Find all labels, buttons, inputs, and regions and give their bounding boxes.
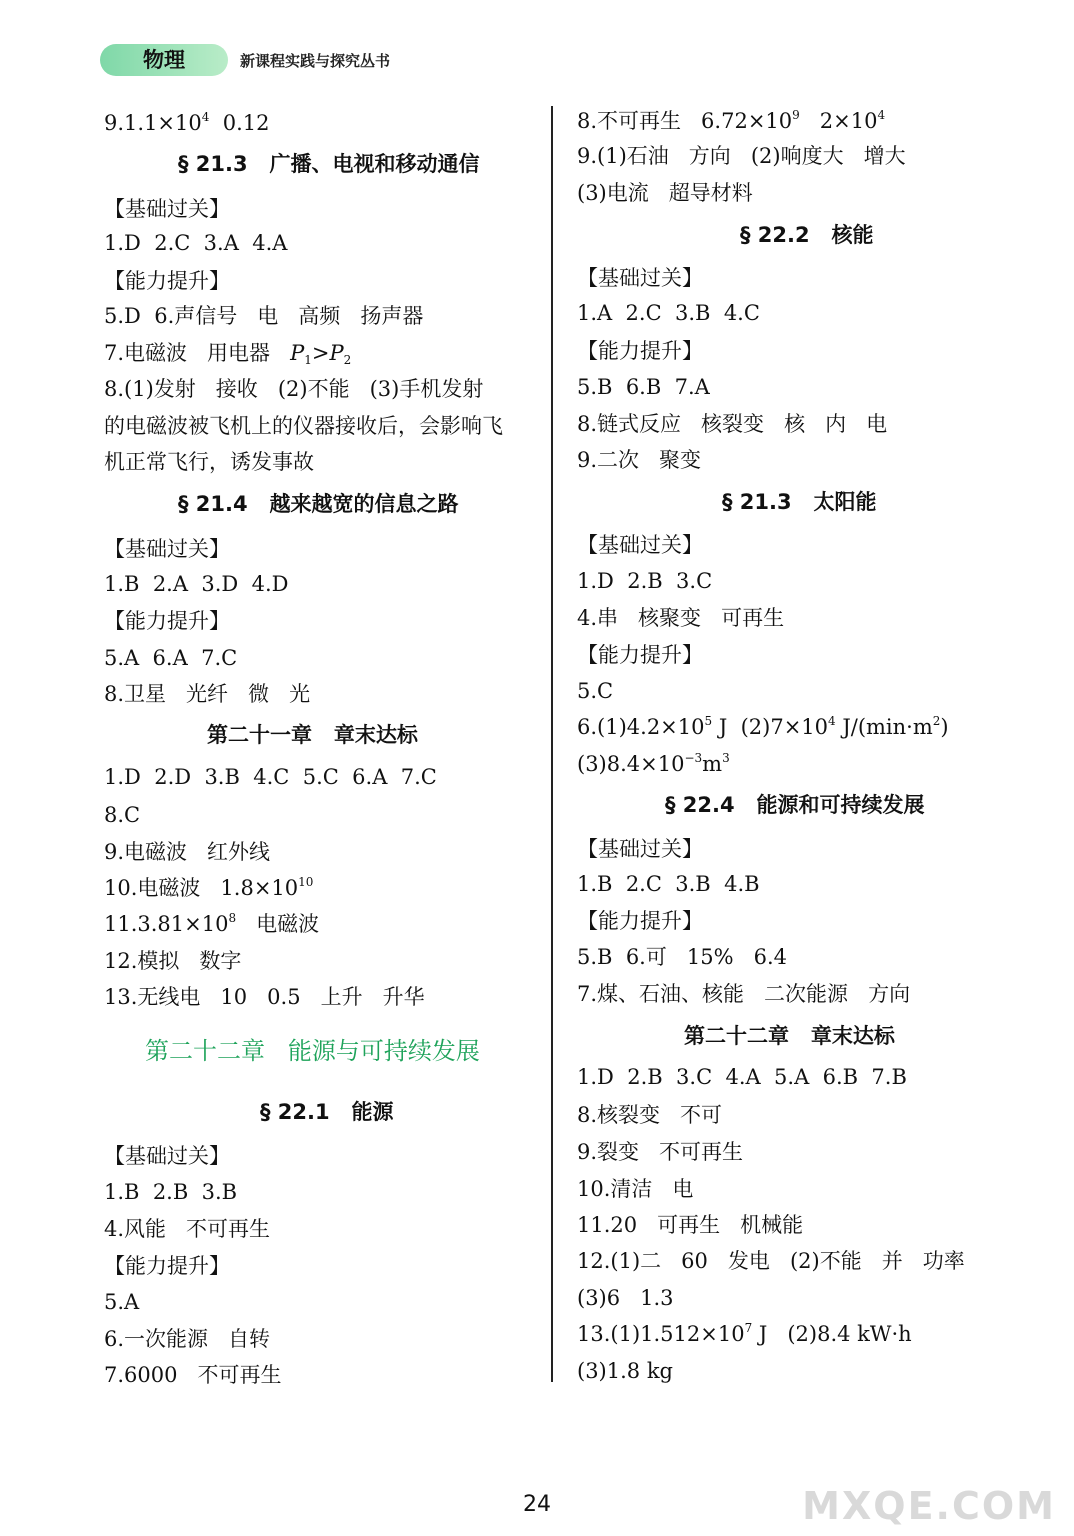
category-label: 【基础过关】 <box>577 266 703 290</box>
watermark: MXQE.COM <box>802 1484 1056 1528</box>
category-label: 【基础过关】 <box>577 837 703 861</box>
answer-line: 7.6000 不可再生 <box>104 1363 282 1387</box>
page-number: 24 <box>523 1492 551 1517</box>
section-heading-22-1: § 22.1 能源 <box>260 1100 394 1124</box>
chapter-21-review-heading: 第二十一章 章末达标 <box>207 723 418 747</box>
answer-line: 7.电磁波 用电器 $P_1>P_2$ <box>104 341 352 367</box>
answer-line: 5.D 6.声信号 电 高频 扬声器 <box>104 304 424 328</box>
answer-line: (3)1.8 kg <box>577 1359 673 1383</box>
answer-line: (3)电流 超导材料 <box>577 181 753 205</box>
answer-line: 8.链式反应 核裂变 核 内 电 <box>577 412 888 436</box>
category-label: 【能力提升】 <box>104 609 230 633</box>
answer-line: 1.D 2.B 3.C 4.A 5.A 6.B 7.B <box>577 1065 907 1089</box>
section-heading-21-3-solar: § 21.3 太阳能 <box>722 490 877 514</box>
category-label: 【能力提升】 <box>577 339 703 363</box>
answer-line: $6.(1)4.2\times 10^5$ J $(2)7\times 10^4$ $J/(\min\cdot m^2)$ <box>577 714 949 739</box>
answer-line: 5.A <box>104 1290 140 1314</box>
answer-line: 8.不可再生 $6.72\times 10^9$ $2\times 10^4$ <box>577 108 886 133</box>
answer-line: 1.D 2.B 3.C <box>577 569 713 593</box>
answer-line: 11.20 可再生 机械能 <box>577 1213 804 1237</box>
chapter-22-title: 第二十二章 能源与可持续发展 <box>145 1037 480 1065</box>
category-label: 【基础过关】 <box>577 533 703 557</box>
section-heading-22-4: § 22.4 能源和可持续发展 <box>665 793 925 817</box>
category-label: 【能力提升】 <box>577 643 703 667</box>
answer-line: 4.串 核聚变 可再生 <box>577 606 785 630</box>
answer-line: 5.A 6.A 7.C <box>104 646 238 670</box>
answer-line: 5.C <box>577 679 614 703</box>
answer-line: 8.C <box>104 803 141 827</box>
answer-line: 9.二次 聚变 <box>577 448 702 472</box>
answer-line: 1.B 2.B 3.B <box>104 1180 238 1204</box>
answer-line: $9.1.1\times 10^4$ 0.12 <box>104 110 270 135</box>
category-label: 【基础过关】 <box>104 197 230 221</box>
answer-line: 12.(1)二 60 发电 (2)不能 并 功率 <box>577 1249 965 1273</box>
answer-line: 10.电磁波 $1.8\times 10^{10}$ <box>104 875 314 900</box>
category-label: 【基础过关】 <box>104 1144 230 1168</box>
answer-line: 12.模拟 数字 <box>104 949 242 973</box>
answer-line: 机正常飞行，诱发事故 <box>104 450 314 474</box>
answer-line: 1.B 2.A 3.D 4.D <box>104 572 289 596</box>
answer-line: 10.清洁 电 <box>577 1177 694 1201</box>
answer-line: 5.B 6.B 7.A <box>577 375 710 399</box>
chapter-22-review-heading: 第二十二章 章末达标 <box>684 1024 895 1048</box>
answer-line: (3)6 1.3 <box>577 1286 674 1310</box>
answer-line: 9.(1)石油 方向 (2)响度大 增大 <box>577 144 906 168</box>
category-label: 【能力提升】 <box>577 909 703 933</box>
answer-line: $(3)8.4\times 10^{-3}m^3$ <box>577 751 730 776</box>
section-heading-21-4: § 21.4 越来越宽的信息之路 <box>178 492 459 516</box>
answer-line: 8.(1)发射 接收 (2)不能 (3)手机发射 <box>104 377 484 401</box>
answer-line: 4.风能 不可再生 <box>104 1217 271 1241</box>
category-label: 【能力提升】 <box>104 1254 230 1278</box>
subject-tag: 物理 <box>100 44 228 76</box>
answer-line: 1.A 2.C 3.B 4.C <box>577 301 760 325</box>
answer-line: 9.裂变 不可再生 <box>577 1140 744 1164</box>
answer-line: 的电磁波被飞机上的仪器接收后，会影响飞 <box>104 414 503 438</box>
answer-line: 7.煤、石油、核能 二次能源 方向 <box>577 982 911 1006</box>
column-divider <box>551 106 553 1382</box>
section-heading-21-3: § 21.3 广播、电视和移动通信 <box>178 152 480 176</box>
answer-line: 9.电磁波 红外线 <box>104 840 271 864</box>
answer-line: 1.B 2.C 3.B 4.B <box>577 872 760 896</box>
answer-line: 5.B 6.可 15% 6.4 <box>577 945 787 969</box>
answer-line: 8.卫星 光纤 微 光 <box>104 682 311 706</box>
answer-line: 6.一次能源 自转 <box>104 1327 271 1351</box>
answer-line: 1.D 2.C 3.A 4.A <box>104 231 288 255</box>
answer-line: 8.核裂变 不可 <box>577 1103 723 1127</box>
category-label: 【基础过关】 <box>104 537 230 561</box>
series-title: 新课程实践与探究丛书 <box>240 52 391 70</box>
answer-line: 13.无线电 10 0.5 上升 升华 <box>104 985 425 1009</box>
category-label: 【能力提升】 <box>104 269 230 293</box>
answer-line: $11.3.81\times 10^8$ 电磁波 <box>104 911 320 936</box>
answer-line: 1.D 2.D 3.B 4.C 5.C 6.A 7.C <box>104 765 437 789</box>
answer-line: $13.(1)1.512\times 10^7$ J (2)8.4 kW·h <box>577 1321 912 1346</box>
section-heading-22-2: § 22.2 核能 <box>740 223 874 247</box>
